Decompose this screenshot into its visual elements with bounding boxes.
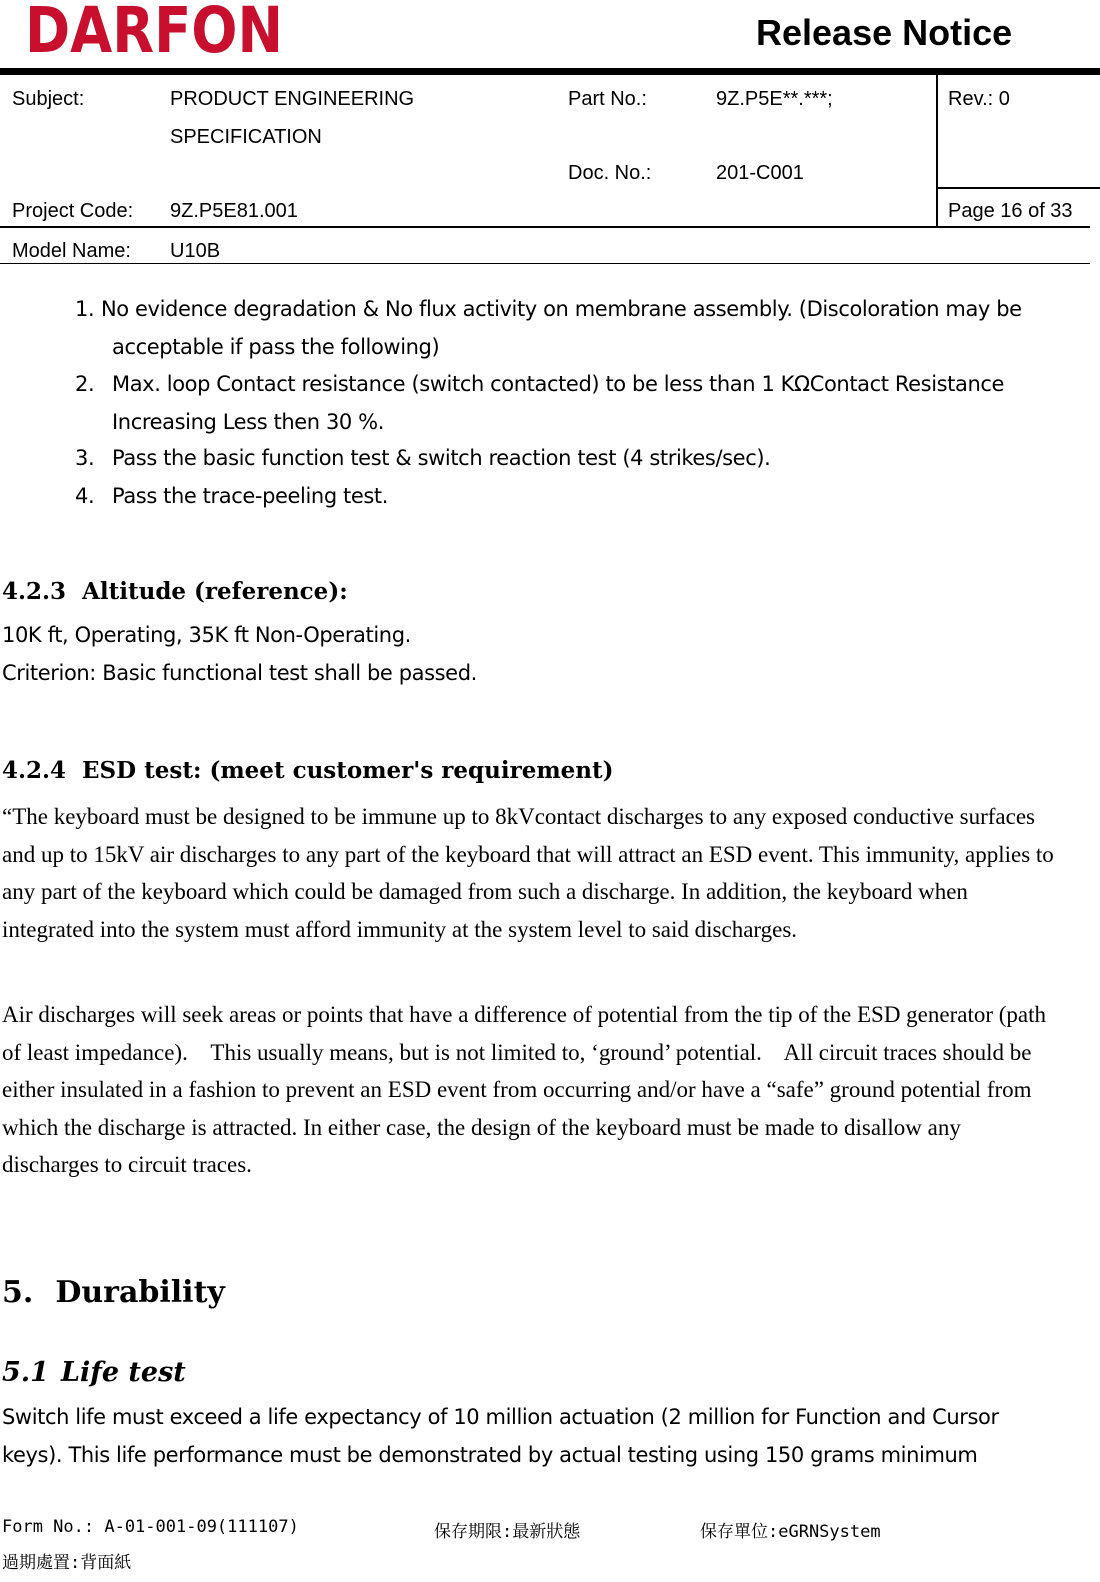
retention-unit: 保存單位:eGRNSystem <box>700 1522 881 1542</box>
project-row-rule <box>0 226 1090 228</box>
doc-no-value: 201-C001 <box>716 162 804 184</box>
life-test-heading <box>2 1357 186 1388</box>
section-title: Durability <box>55 1275 225 1310</box>
durability-heading <box>2 1275 225 1310</box>
list-item <box>75 477 1035 515</box>
section-title: Life test <box>60 1357 186 1388</box>
release-notice-title: Release Notice <box>756 12 1013 53</box>
section-number: 5.1 <box>2 1357 49 1388</box>
part-no-value: 9Z.P5E**.***; <box>716 88 833 110</box>
section-number: 4.2.3 <box>2 578 67 605</box>
rev-label: Rev.: 0 <box>948 88 1010 110</box>
esd-paragraph-2: Air discharges will seek areas or points that have a difference of potential from the tip of the ESD generator (path of least impedance). This usually means, but is not limited to, ‘ground’ potential. All circuit traces should be either insulated in a fashion to prevent an ESD event from occurring and/or have a “safe” ground potential from which the discharge is attracted. In either case, the design of the keyboard must be made to disallow any discharges to circuit traces. <box>2 1002 1052 1177</box>
list-number: 3. <box>75 446 95 470</box>
subject-line-1: PRODUCT ENGINEERING <box>170 88 415 110</box>
section-number: 5. <box>2 1275 34 1310</box>
section-title: ESD test: (meet customer's requirement) <box>82 757 614 784</box>
subject-label: Subject: <box>12 88 85 110</box>
model-name-label: Model Name: <box>12 240 131 262</box>
life-test-text: Switch life must exceed a life expectancy of 10 million actuation (2 million for Function and Cursor keys). This life performance must be demonstrated by actual testing using 150 grams minimum <box>2 1405 999 1467</box>
part-no-label: Part No.: <box>568 88 647 110</box>
subject-line-2: SPECIFICATION <box>170 126 322 148</box>
project-code-value: 9Z.P5E81.001 <box>170 200 298 222</box>
list-number: 4. <box>75 484 95 508</box>
header-bottom-rule <box>0 263 1090 264</box>
expiry-disposal: 過期處置:背面紙 <box>2 1553 132 1573</box>
form-number: Form No.: A-01-001-09(111107) <box>2 1517 299 1537</box>
page-cell-top-rule <box>936 187 1100 189</box>
project-code-label: Project Code: <box>12 200 134 222</box>
list-text: No evidence degradation & No flux activity on membrane assembly. (Discoloration may be acceptable if pass the following) <box>101 297 1022 359</box>
header-rule <box>0 68 1100 75</box>
doc-no-label: Doc. No.: <box>568 162 652 184</box>
list-item <box>75 439 1035 477</box>
esd-paragraph-1: “The keyboard must be designed to be immune up to 8kVcontact discharges to any exposed conductive surfaces and up to 15kV air discharges to any part of the keyboard that will attract an ESD event. This immunity, applies to any part of the keyboard which could be damaged from such a discharge. In addition, the keyboard when integrated into the system must afford immunity at the system level to said discharges. <box>2 804 1054 942</box>
altitude-criterion-text: Criterion: Basic functional test shall be passed. <box>2 661 477 685</box>
logo-text: DARFON <box>25 0 283 67</box>
list-text: Pass the trace-peeling test. <box>112 484 389 508</box>
page-indicator: Page 16 of 33 <box>948 200 1073 222</box>
esd-heading <box>2 757 614 784</box>
retention-period: 保存期限:最新狀態 <box>434 1522 581 1542</box>
model-name-value: U10B <box>170 240 221 262</box>
list-text: Pass the basic function test & switch reaction test (4 strikes/sec). <box>112 446 771 470</box>
section-number: 4.2.4 <box>2 757 67 784</box>
altitude-operating-text: 10K ft, Operating, 35K ft Non-Operating. <box>2 623 411 647</box>
darfon-logo <box>25 0 287 67</box>
list-text: Max. loop Contact resistance (switch contacted) to be less than 1 KΩContact Resistance Increasing Less then 30 %. <box>112 372 1005 434</box>
list-item <box>75 290 1035 366</box>
list-number: 2. <box>75 372 95 396</box>
list-number: 1. <box>75 297 95 321</box>
header-divider-vertical <box>936 75 938 227</box>
section-title: Altitude (reference): <box>82 578 348 605</box>
list-item <box>75 365 1035 441</box>
altitude-heading <box>2 578 348 605</box>
